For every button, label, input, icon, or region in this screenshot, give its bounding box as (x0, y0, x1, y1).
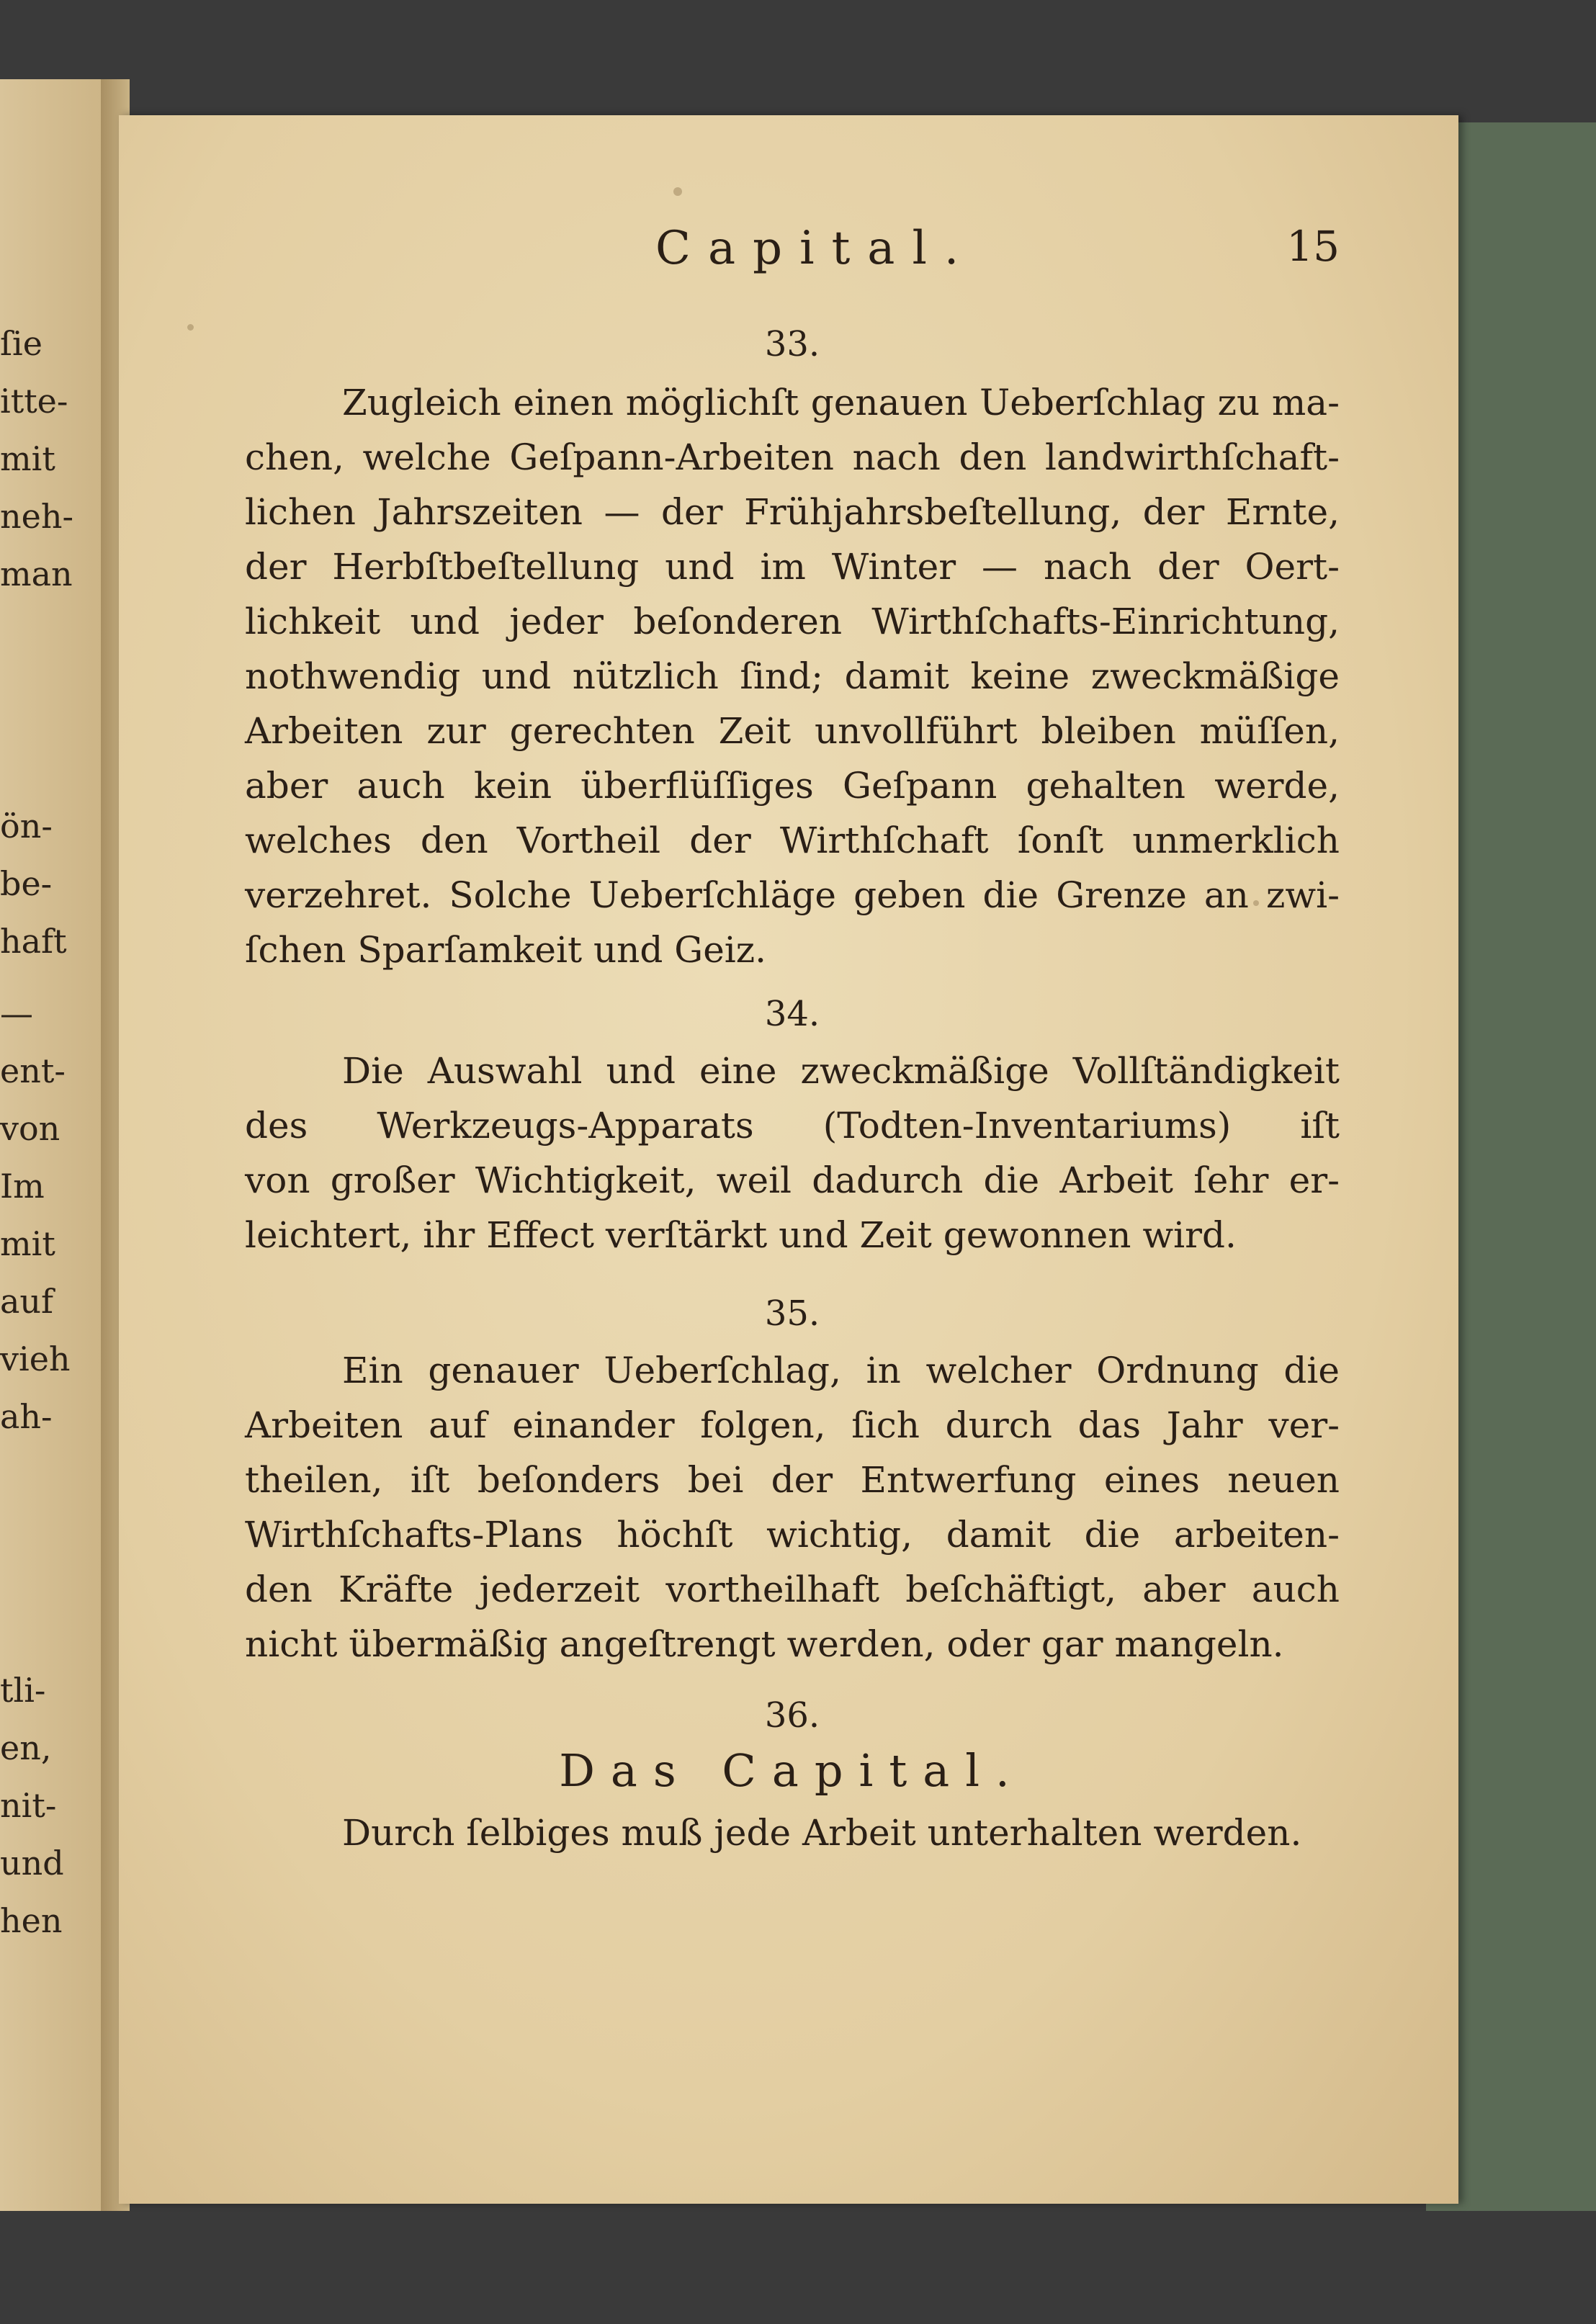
book-page (119, 115, 1458, 2204)
facing-page-fragment: be- (0, 864, 53, 903)
facing-page-fragment: von (0, 1109, 60, 1148)
facing-page-fragment: man (0, 555, 73, 593)
page-number: 15 (1286, 222, 1340, 271)
text-line: theilen, iſt beſonders bei der Entwerfung eines neuen (245, 1459, 1340, 1501)
text-line: ſchen Sparſamkeit und Geiz. (245, 929, 767, 971)
text-line: verzehret. Solche Ueberſchläge geben die Grenze an zwi- (245, 874, 1340, 916)
facing-page-fragment: ah- (0, 1397, 53, 1436)
text-line: Zugleich einen möglichſt genauen Ueberſchlag zu ma- (342, 382, 1340, 423)
facing-page-fragment: ſie (0, 324, 42, 363)
foxing-spot (187, 324, 194, 331)
facing-page-fragment: auf (0, 1282, 54, 1321)
running-head-title: Capital. (655, 222, 977, 275)
foxing-spot (673, 187, 682, 196)
facing-page-fragment: ön- (0, 807, 53, 845)
text-line: den Kräfte jederzeit vortheilhaft beſchäftigt, aber auch (245, 1569, 1340, 1610)
facing-page-fragment: en, (0, 1728, 52, 1767)
section-number: 36. (764, 1695, 820, 1736)
text-line: nicht übermäßig angeſtrengt werden, oder gar mangeln. (245, 1623, 1284, 1665)
section-number: 35. (764, 1293, 820, 1334)
text-line: des Werkzeugs-Apparats (Todten-Inventariums) iſt (245, 1105, 1340, 1147)
facing-page-fragment: ent- (0, 1051, 66, 1090)
facing-page-fragment: haft (0, 922, 67, 961)
text-line: leichtert, ihr Effect verſtärkt und Zeit gewonnen wird. (245, 1214, 1237, 1256)
facing-page-fragment: tli- (0, 1671, 46, 1710)
facing-page-fragment: mit (0, 439, 55, 478)
text-line: Die Auswahl und eine zweckmäßige Vollſtändigkeit (342, 1050, 1340, 1092)
facing-page-fragment: und (0, 1844, 64, 1883)
text-line: der Herbſtbeſtellung und im Winter — nach der Oert- (245, 546, 1340, 588)
section-number: 34. (764, 994, 820, 1034)
text-line: aber auch kein überflüſſiges Geſpann gehalten werde, (245, 765, 1340, 807)
text-line: welches den Vortheil der Wirthſchaft ſonſt unmerklich (245, 820, 1340, 861)
facing-page-fragment: mit (0, 1224, 55, 1263)
text-line: Durch ſelbiges muß jede Arbeit unterhalten werden. (342, 1812, 1302, 1854)
text-line: Arbeiten auf einander folgen, ſich durch das Jahr ver- (245, 1404, 1340, 1446)
section-number: 33. (764, 324, 820, 364)
text-line: Arbeiten zur gerechten Zeit unvollführt bleiben müſſen, (245, 710, 1340, 752)
running-head (245, 222, 1340, 279)
facing-page-fragment: vieh (0, 1340, 71, 1378)
text-line: Wirthſchafts-Plans höchſt wichtig, damit die arbeiten- (245, 1514, 1340, 1556)
text-line: lichen Jahrszeiten — der Frühjahrsbeſtellung, der Ernte, (245, 491, 1340, 533)
text-line: chen, welche Geſpann-Arbeiten nach den landwirthſchaft- (245, 436, 1340, 478)
text-line: von großer Wichtigkeit, weil dadurch die Arbeit ſehr er- (245, 1159, 1340, 1201)
facing-page-fragment: neh- (0, 497, 74, 536)
section-heading: Das Capital. (559, 1744, 1026, 1797)
facing-page-fragment: itte- (0, 382, 68, 421)
facing-page-fragment: Im (0, 1167, 45, 1206)
facing-page-fragment: hen (0, 1901, 63, 1940)
facing-page-fragment: nit- (0, 1786, 57, 1825)
text-line: Ein genauer Ueberſchlag, in welcher Ordnung die (342, 1350, 1340, 1391)
facing-page-fragment: — (0, 994, 33, 1033)
text-line: lichkeit und jeder beſonderen Wirthſchafts-Einrichtung, (245, 601, 1340, 642)
text-line: nothwendig und nützlich ſind; damit keine zweckmäßige (245, 655, 1340, 697)
